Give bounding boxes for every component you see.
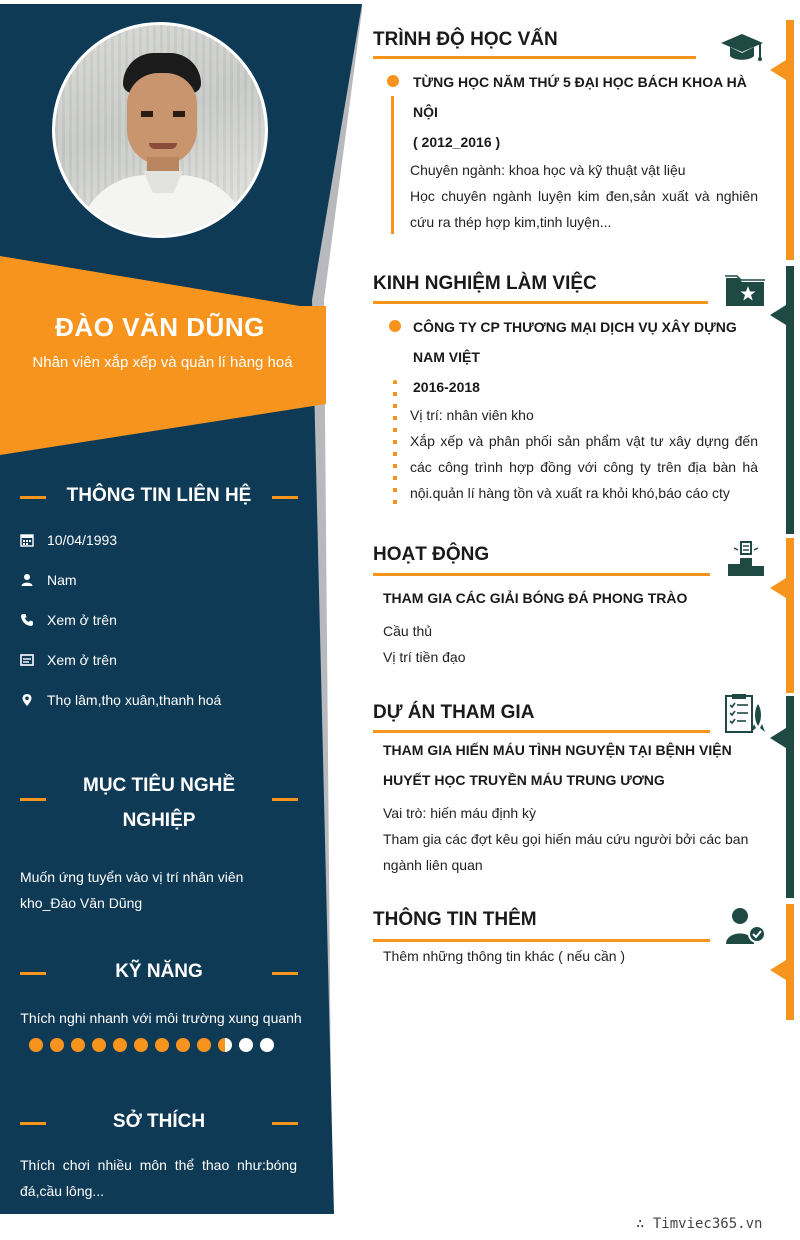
contact-address: Thọ lâm,thọ xuân,thanh hoá xyxy=(20,690,221,710)
contact-email: Xem ở trên xyxy=(20,650,117,670)
skill-rating-dot xyxy=(176,1038,190,1052)
experience-period: 2016-2018 xyxy=(413,379,480,395)
skill-rating-dot xyxy=(260,1038,274,1052)
email-icon xyxy=(20,653,34,667)
profile-photo xyxy=(52,22,268,238)
skill-rating-dot xyxy=(155,1038,169,1052)
contact-birthday: 10/04/1993 xyxy=(20,530,117,550)
footer-brand: ∴ Timviec365.vn xyxy=(636,1216,763,1232)
project-description: Tham gia các đợt kêu gọi hiến máu cứu người bởi các ban ngành liên quan xyxy=(383,831,749,873)
skill-rating-dot xyxy=(29,1038,43,1052)
education-major: Chuyên ngành: khoa học và kỹ thuật vật liệu xyxy=(410,162,686,178)
objective-text: Muốn ứng tuyển vào vị trí nhân viên kho_Đào Văn Dũng xyxy=(20,869,244,911)
activity-title: THAM GIA CÁC GIẢI BÓNG ĐÁ PHONG TRÀO xyxy=(383,590,688,606)
activity-role: Cầu thủ xyxy=(383,623,433,639)
graduation-cap-icon xyxy=(720,32,764,64)
skill-rating-dot xyxy=(92,1038,106,1052)
contact-gender: Nam xyxy=(20,570,77,590)
person-icon xyxy=(20,573,34,587)
project-role: Vai trò: hiến máu định kỳ xyxy=(383,805,537,821)
skill-rating-dot xyxy=(113,1038,127,1052)
section-accent-projects xyxy=(786,696,794,898)
skill-rating-dot xyxy=(50,1038,64,1052)
experience-company: CÔNG TY CP THƯƠNG MẠI DỊCH VỤ XÂY DỰNG NAM VIỆT xyxy=(413,319,737,365)
folder-star-icon xyxy=(724,272,766,308)
project-checklist-icon xyxy=(724,694,766,736)
phone-icon xyxy=(20,613,34,627)
hobbies-text: Thích chơi nhiều môn thể thao như:bóng đá,cầu lông... xyxy=(20,1157,297,1199)
skill-rating-dot xyxy=(218,1038,232,1052)
projects-heading: DỰ ÁN THAM GIA xyxy=(373,702,535,723)
section-accent-extra xyxy=(786,904,794,1020)
skills-heading: KỸ NĂNG xyxy=(20,961,298,983)
skill-rating-dot xyxy=(239,1038,253,1052)
skill-name: Thích nghi nhanh với môi trường xung quanh xyxy=(20,1010,302,1026)
education-period: ( 2012_2016 ) xyxy=(413,134,501,150)
skill-rating-dot xyxy=(197,1038,211,1052)
podium-icon xyxy=(726,538,766,578)
activities-heading: HOẠT ĐỘNG xyxy=(373,544,490,565)
section-accent-experience xyxy=(786,266,794,534)
location-pin-icon xyxy=(20,693,34,707)
candidate-name: ĐÀO VĂN DŨNG xyxy=(55,312,265,342)
objective-heading: MỤC TIÊU NGHỀ NGHIỆP xyxy=(20,768,298,838)
activity-position: Vị trí tiền đạo xyxy=(383,649,466,665)
calendar-icon xyxy=(20,533,34,547)
contact-phone: Xem ở trên xyxy=(20,610,117,630)
education-school: TỪNG HỌC NĂM THỨ 5 ĐẠI HỌC BÁCH KHOA HÀ NỘI xyxy=(413,74,747,120)
experience-description: Xắp xếp và phân phối sản phẩm vật tư xây dựng đến các công trình hợp đồng với công ty trên địa bàn hà nội.quản lí hàng tồn và xuất ra khỏi khó,báo cáo cty xyxy=(410,433,758,501)
extra-text: Thêm những thông tin khác ( nếu cần ) xyxy=(383,948,626,964)
section-accent-activities xyxy=(786,538,794,693)
contact-heading: THÔNG TIN LIÊN HỆ xyxy=(20,485,298,507)
skill-rating-dot xyxy=(134,1038,148,1052)
project-title: THAM GIA HIẾN MÁU TÌNH NGUYỆN TẠI BỆNH VIỆN HUYẾT HỌC TRUYỀN MÁU TRUNG ƯƠNG xyxy=(383,742,732,788)
experience-position: Vị trí: nhân viên kho xyxy=(410,407,534,423)
education-description: Học chuyên ngành luyện kim đen,sản xuất và nghiên cứu ra thép hợp kim,tinh luyện... xyxy=(410,188,758,230)
skill-rating-dot xyxy=(71,1038,85,1052)
candidate-title: Nhân viên xắp xếp và quản lí hàng hoá xyxy=(32,354,293,371)
section-accent-education xyxy=(786,20,794,260)
verified-user-icon xyxy=(724,906,766,946)
experience-heading: KINH NGHIỆM LÀM VIỆC xyxy=(373,273,597,294)
hobbies-heading: SỞ THÍCH xyxy=(20,1111,298,1133)
education-heading: TRÌNH ĐỘ HỌC VẤN xyxy=(373,29,558,50)
skill-rating xyxy=(29,1038,281,1052)
extra-heading: THÔNG TIN THÊM xyxy=(373,909,537,930)
